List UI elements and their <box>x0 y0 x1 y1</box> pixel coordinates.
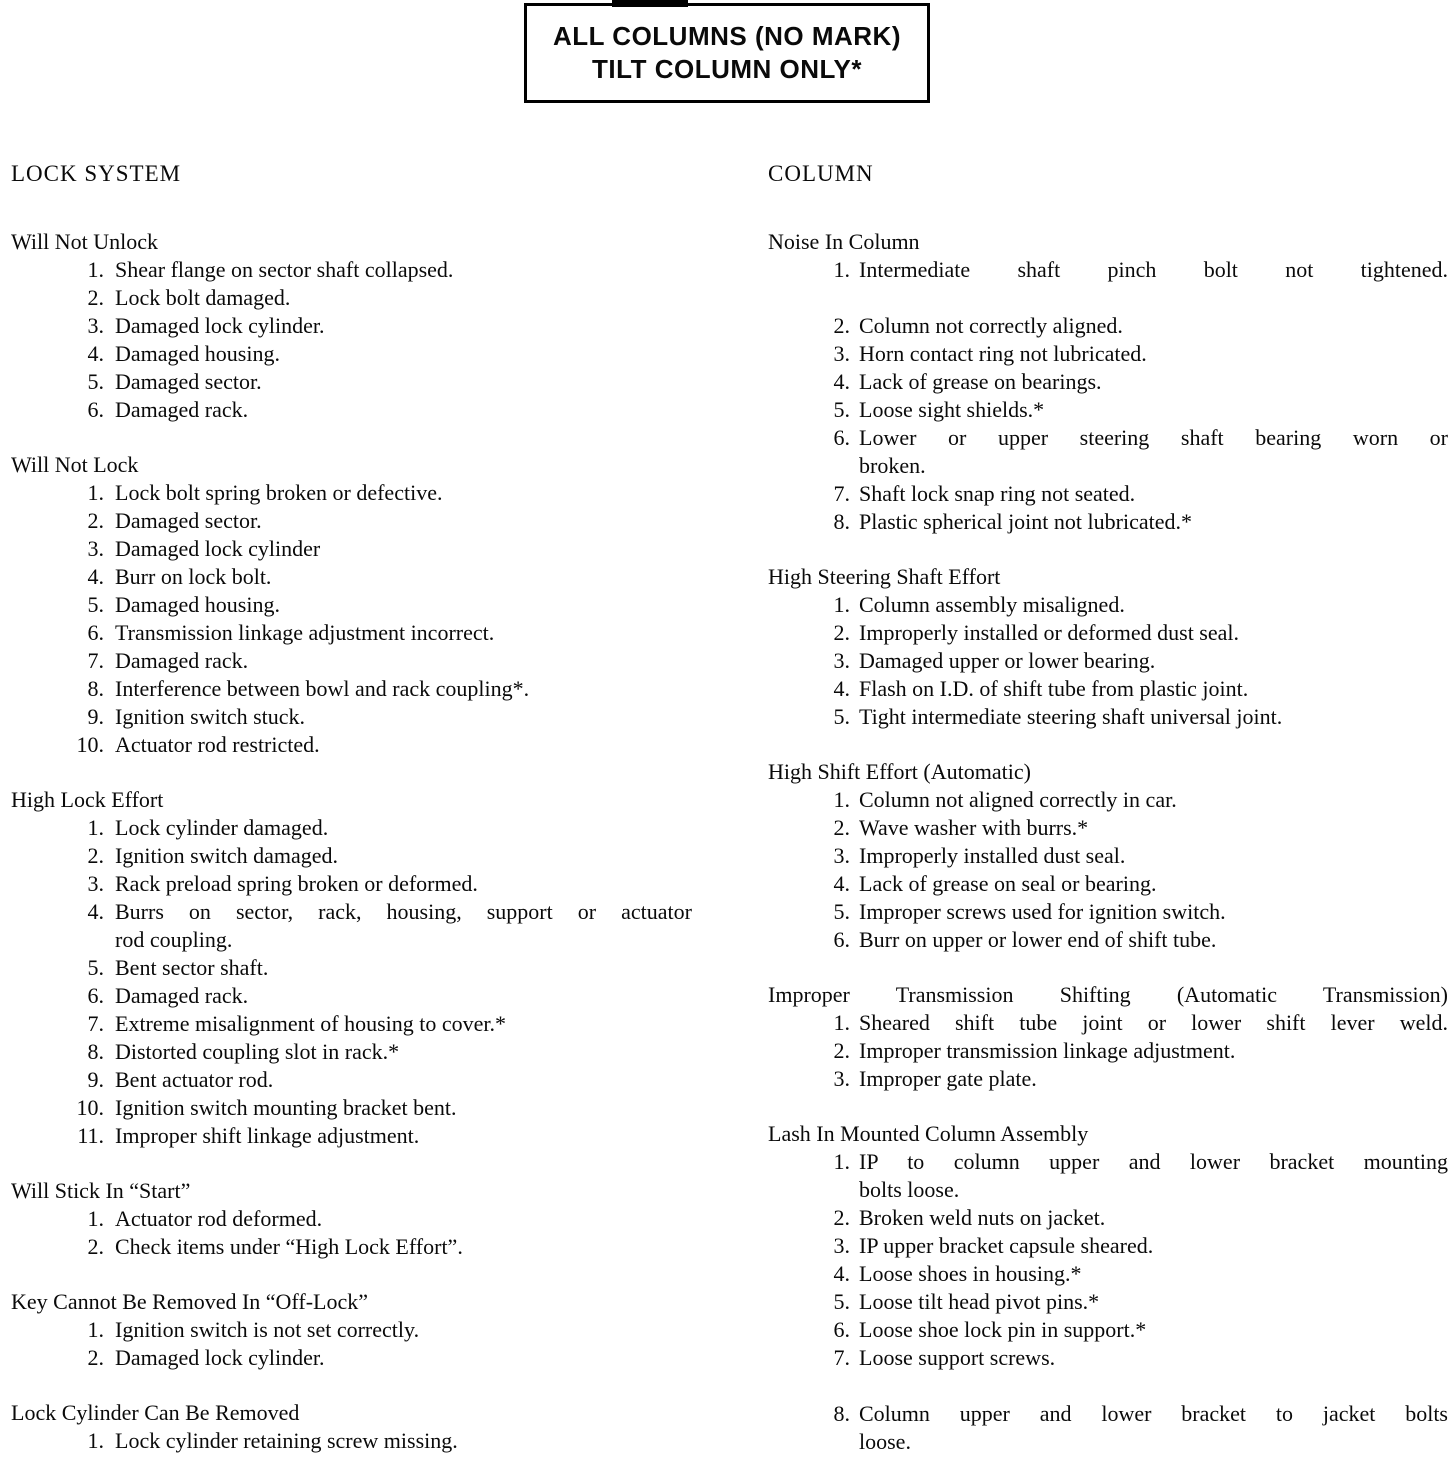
column-title: COLUMN <box>768 161 874 186</box>
item-number: 11. <box>77 1123 104 1148</box>
item-number: 8. <box>833 509 850 534</box>
list-item <box>768 842 1448 870</box>
item-text: Damaged housing. <box>115 341 280 366</box>
legend-line-1: ALL COLUMNS (NO MARK) <box>553 21 901 51</box>
list-item <box>768 424 1448 480</box>
item-text: Bent sector shaft. <box>115 955 269 980</box>
item-text: Burr on lock bolt. <box>115 564 272 589</box>
item-text: Damaged lock cylinder. <box>115 313 325 338</box>
item-number: 7. <box>833 1345 850 1370</box>
section <box>11 1288 692 1372</box>
item-number: 8. <box>87 1039 104 1064</box>
list-item <box>11 1010 692 1038</box>
section-heading: Will Not Unlock <box>11 229 158 254</box>
list-item <box>768 508 1448 536</box>
item-number: 1. <box>87 1317 104 1342</box>
item-number: 5. <box>833 704 850 729</box>
legend-box <box>524 3 930 103</box>
item-text: Loose shoes in housing.* <box>859 1261 1082 1286</box>
list-item <box>768 1065 1448 1093</box>
section <box>768 758 1448 954</box>
list-item <box>11 1038 692 1066</box>
item-number: 10. <box>76 732 104 757</box>
item-number: 2. <box>833 1038 850 1063</box>
section <box>11 228 692 424</box>
list-item <box>11 312 692 340</box>
section <box>11 1177 692 1261</box>
item-number: 4. <box>87 899 104 924</box>
item-number: 1. <box>87 815 104 840</box>
list-item <box>768 1316 1448 1344</box>
list-item <box>11 619 692 647</box>
item-text: Loose support screws. <box>859 1345 1056 1370</box>
section-heading: Noise In Column <box>768 229 920 254</box>
list-item <box>768 898 1448 926</box>
item-number: 5. <box>833 899 850 924</box>
item-text: Column not aligned correctly in car. <box>859 787 1177 812</box>
item-text: Column upper and lower bracket to jacket bolts loose. <box>859 1401 1448 1454</box>
item-text: Improper shift linkage adjustment. <box>115 1123 420 1148</box>
section <box>768 563 1448 731</box>
item-text: Improper transmission linkage adjustment. <box>859 1038 1236 1063</box>
list-item <box>768 1288 1448 1316</box>
list-item <box>768 256 1448 284</box>
item-text: Loose tilt head pivot pins.* <box>859 1289 1100 1314</box>
list-item <box>11 340 692 368</box>
list-item <box>11 731 692 759</box>
item-text: Improper screws used for ignition switch. <box>859 899 1226 924</box>
item-text: Damaged rack. <box>115 397 249 422</box>
item-text: Damaged housing. <box>115 592 280 617</box>
item-text: Burrs on sector, rack, housing, support or actuator rod coupling. <box>115 899 692 952</box>
section-heading: Will Not Lock <box>11 452 139 477</box>
list-item <box>768 340 1448 368</box>
item-number: 6. <box>833 1317 850 1342</box>
list-item <box>11 703 692 731</box>
list-item <box>768 368 1448 396</box>
list-item <box>768 480 1448 508</box>
item-text: Column not correctly aligned. <box>859 313 1123 338</box>
item-number: 5. <box>87 592 104 617</box>
item-number: 6. <box>87 397 104 422</box>
list-item <box>11 284 692 312</box>
item-text: Wave washer with burrs.* <box>859 815 1089 840</box>
item-text: Improperly installed dust seal. <box>859 843 1126 868</box>
item-number: 2. <box>833 1205 850 1230</box>
section <box>11 451 692 759</box>
item-text: Tight intermediate steering shaft universal joint. <box>859 704 1283 729</box>
list-item <box>11 675 692 703</box>
item-number: 4. <box>833 1261 850 1286</box>
list-item <box>11 842 692 870</box>
item-number: 4. <box>833 676 850 701</box>
section <box>11 1399 692 1455</box>
list-item <box>11 1427 692 1455</box>
item-text: IP upper bracket capsule sheared. <box>859 1233 1154 1258</box>
item-number: 3. <box>833 648 850 673</box>
list-item <box>11 1344 692 1372</box>
list-item <box>768 1400 1448 1456</box>
item-number: 2. <box>87 1345 104 1370</box>
item-text: Improperly installed or deformed dust seal. <box>859 620 1240 645</box>
lock-system-title: LOCK SYSTEM <box>11 161 182 186</box>
item-text: Extreme misalignment of housing to cover.* <box>115 1011 507 1036</box>
item-number: 2. <box>87 508 104 533</box>
list-item <box>11 954 692 982</box>
item-text: Lack of grease on bearings. <box>859 369 1102 394</box>
item-number: 1. <box>87 480 104 505</box>
item-number: 2. <box>87 1234 104 1259</box>
list-item <box>11 1205 692 1233</box>
list-item <box>11 1066 692 1094</box>
item-text: Transmission linkage adjustment incorrect. <box>115 620 495 645</box>
list-item <box>11 982 692 1010</box>
item-number: 3. <box>87 871 104 896</box>
item-text: IP to column upper and lower bracket mounting bolts loose. <box>859 1149 1448 1202</box>
item-number: 2. <box>87 843 104 868</box>
list-item <box>768 1260 1448 1288</box>
list-item <box>11 368 692 396</box>
list-item <box>11 1233 692 1261</box>
item-number: 10. <box>76 1095 104 1120</box>
section <box>11 786 692 1150</box>
item-text: Loose shoe lock pin in support.* <box>859 1317 1147 1342</box>
item-text: Damaged lock cylinder. <box>115 1345 325 1370</box>
section-heading: High Steering Shaft Effort <box>768 564 1001 589</box>
list-item <box>768 1204 1448 1232</box>
item-number: 7. <box>833 481 850 506</box>
item-text: Sheared shift tube joint or lower shift lever weld. <box>859 1010 1448 1035</box>
item-number: 6. <box>833 927 850 952</box>
item-number: 1. <box>833 787 850 812</box>
item-number: 4. <box>833 369 850 394</box>
list-item <box>768 786 1448 814</box>
item-number: 6. <box>87 620 104 645</box>
list-item <box>768 396 1448 424</box>
list-item <box>11 1122 692 1150</box>
item-text: Damaged sector. <box>115 369 262 394</box>
item-text: Flash on I.D. of shift tube from plastic joint. <box>859 676 1249 701</box>
item-number: 1. <box>87 1206 104 1231</box>
item-number: 5. <box>87 955 104 980</box>
column-column <box>765 160 1456 1466</box>
list-item <box>768 703 1448 731</box>
lock-system-column <box>0 160 765 1466</box>
item-text: Intermediate shaft pinch bolt not tightened. <box>859 257 1448 282</box>
two-column-layout <box>0 160 1456 1466</box>
item-text: Damaged upper or lower bearing. <box>859 648 1156 673</box>
list-item <box>768 312 1448 340</box>
list-item <box>768 1037 1448 1065</box>
item-number: 3. <box>833 341 850 366</box>
list-item <box>11 591 692 619</box>
item-number: 4. <box>833 871 850 896</box>
list-item <box>11 535 692 563</box>
item-number: 2. <box>833 815 850 840</box>
list-item <box>11 396 692 424</box>
item-number: 3. <box>833 1066 850 1091</box>
item-text: Shaft lock snap ring not seated. <box>859 481 1136 506</box>
item-text: Improper gate plate. <box>859 1066 1037 1091</box>
item-number: 9. <box>87 1067 104 1092</box>
item-number: 3. <box>833 1233 850 1258</box>
item-text: Broken weld nuts on jacket. <box>859 1205 1106 1230</box>
list-item <box>11 870 692 898</box>
item-number: 5. <box>833 397 850 422</box>
list-item <box>11 479 692 507</box>
item-text: Horn contact ring not lubricated. <box>859 341 1147 366</box>
item-text: Damaged rack. <box>115 983 249 1008</box>
list-item <box>768 814 1448 842</box>
section <box>768 1120 1448 1456</box>
item-number: 1. <box>833 257 850 282</box>
list-item <box>768 591 1448 619</box>
item-number: 4. <box>87 341 104 366</box>
item-text: Ignition switch mounting bracket bent. <box>115 1095 457 1120</box>
item-text: Check items under “High Lock Effort”. <box>115 1234 463 1259</box>
item-number: 1. <box>833 1010 850 1035</box>
section-heading: High Shift Effort (Automatic) <box>768 759 1031 784</box>
item-number: 1. <box>833 592 850 617</box>
list-item <box>768 870 1448 898</box>
item-text: Burr on upper or lower end of shift tube. <box>859 927 1217 952</box>
list-item <box>11 256 692 284</box>
item-text: Bent actuator rod. <box>115 1067 274 1092</box>
item-text: Lack of grease on seal or bearing. <box>859 871 1157 896</box>
item-number: 3. <box>833 843 850 868</box>
item-text: Damaged lock cylinder <box>115 536 321 561</box>
item-text: Ignition switch damaged. <box>115 843 339 868</box>
item-text: Distorted coupling slot in rack.* <box>115 1039 400 1064</box>
item-text: Lock bolt damaged. <box>115 285 291 310</box>
list-item <box>11 647 692 675</box>
list-item <box>768 1344 1448 1372</box>
section <box>768 228 1448 536</box>
item-number: 5. <box>833 1289 850 1314</box>
list-item <box>11 898 692 954</box>
item-number: 3. <box>87 536 104 561</box>
item-text: Loose sight shields.* <box>859 397 1045 422</box>
item-text: Lower or upper steering shaft bearing worn or broken. <box>859 425 1448 478</box>
list-item <box>768 926 1448 954</box>
item-number: 6. <box>87 983 104 1008</box>
item-text: Damaged sector. <box>115 508 262 533</box>
list-item <box>11 1094 692 1122</box>
section-heading: Lash In Mounted Column Assembly <box>768 1121 1089 1146</box>
item-number: 4. <box>87 564 104 589</box>
item-text: Interference between bowl and rack coupling*. <box>115 676 530 701</box>
item-number: 8. <box>833 1401 850 1426</box>
item-text: Plastic spherical joint not lubricated.* <box>859 509 1192 534</box>
item-number: 7. <box>87 648 104 673</box>
item-text: Ignition switch is not set correctly. <box>115 1317 420 1342</box>
lock-system-sections <box>11 228 692 1455</box>
list-item <box>11 507 692 535</box>
item-text: Lock cylinder retaining screw missing. <box>115 1428 458 1453</box>
list-item <box>768 619 1448 647</box>
list-item <box>768 1009 1448 1037</box>
section-heading: High Lock Effort <box>11 787 164 812</box>
item-number: 3. <box>87 313 104 338</box>
item-text: Shear flange on sector shaft collapsed. <box>115 257 454 282</box>
section-heading: Will Stick In “Start” <box>11 1178 191 1203</box>
item-text: Rack preload spring broken or deformed. <box>115 871 478 896</box>
list-item <box>768 675 1448 703</box>
item-number: 6. <box>833 425 850 450</box>
item-text: Lock cylinder damaged. <box>115 815 329 840</box>
item-text: Damaged rack. <box>115 648 249 673</box>
item-number: 1. <box>833 1149 850 1174</box>
list-item <box>11 814 692 842</box>
item-text: Actuator rod restricted. <box>115 732 320 757</box>
item-number: 2. <box>87 285 104 310</box>
section-heading: Key Cannot Be Removed In “Off-Lock” <box>11 1289 368 1314</box>
item-number: 1. <box>87 257 104 282</box>
item-number: 5. <box>87 369 104 394</box>
column-sections <box>768 228 1448 1456</box>
item-text: Column assembly misaligned. <box>859 592 1125 617</box>
item-number: 7. <box>87 1011 104 1036</box>
item-number: 1. <box>87 1428 104 1453</box>
item-text: Ignition switch stuck. <box>115 704 306 729</box>
list-item <box>11 563 692 591</box>
section <box>768 981 1448 1093</box>
legend-line-2: TILT COLUMN ONLY* <box>592 54 862 84</box>
list-item <box>11 1316 692 1344</box>
list-item <box>768 1148 1448 1204</box>
list-item <box>768 1232 1448 1260</box>
section-heading: Improper Transmission Shifting (Automatic Transmission) <box>768 982 1448 1007</box>
list-item <box>768 647 1448 675</box>
item-number: 8. <box>87 676 104 701</box>
item-number: 2. <box>833 313 850 338</box>
item-text: Actuator rod deformed. <box>115 1206 323 1231</box>
section-heading: Lock Cylinder Can Be Removed <box>11 1400 300 1425</box>
item-text: Lock bolt spring broken or defective. <box>115 480 443 505</box>
item-number: 9. <box>87 704 104 729</box>
item-number: 2. <box>833 620 850 645</box>
